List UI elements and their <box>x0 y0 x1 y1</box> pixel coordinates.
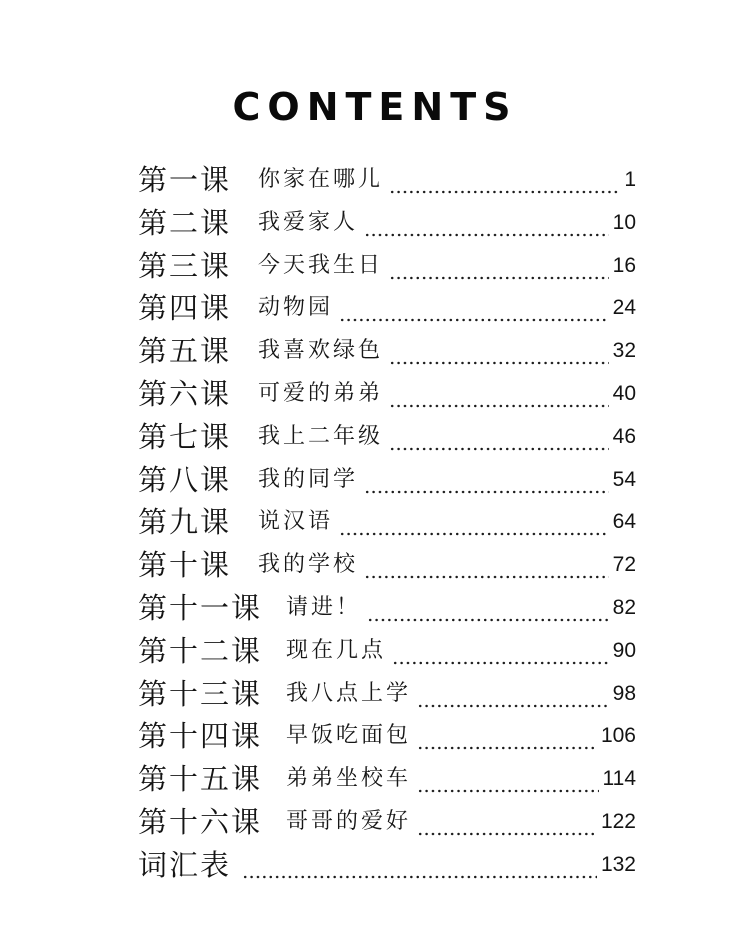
lesson-title: 我喜欢绿色 <box>258 338 384 364</box>
page-number: 54 <box>612 467 636 491</box>
toc-entry <box>138 460 636 500</box>
lesson-title: 说汉语 <box>258 509 334 535</box>
toc-entry-glossary <box>138 845 636 885</box>
lesson-title: 我爱家人 <box>258 209 359 235</box>
page-number: 1 <box>624 168 636 191</box>
dot-leader <box>389 417 609 457</box>
toc-entry <box>138 374 636 414</box>
page-number: 132 <box>600 852 636 876</box>
toc-entry <box>138 288 636 328</box>
lesson-number: 第八课 <box>138 462 232 497</box>
toc-entry <box>138 160 636 200</box>
page-number: 82 <box>612 596 636 619</box>
dot-leader <box>364 545 609 585</box>
page-number: 40 <box>612 382 636 405</box>
dot-leader <box>364 460 609 500</box>
page-number: 122 <box>600 810 636 833</box>
dot-leader <box>417 674 609 714</box>
dot-leader <box>339 288 609 328</box>
dot-leader <box>389 160 620 200</box>
lesson-number: 第十一课 <box>138 591 263 625</box>
page-number: 24 <box>612 296 636 320</box>
page-number: 10 <box>612 210 636 234</box>
lesson-title: 我的同学 <box>258 466 359 492</box>
lesson-title: 早饭吃面包 <box>286 723 412 749</box>
page-number: 46 <box>612 424 636 448</box>
lesson-title: 今天我生日 <box>258 252 384 278</box>
page-number: 16 <box>612 253 636 277</box>
page-number: 106 <box>600 724 636 748</box>
dot-leader <box>417 716 597 756</box>
lesson-number: 第二课 <box>138 205 232 240</box>
lesson-title: 弟弟坐校车 <box>286 766 412 792</box>
lesson-number: 第一课 <box>138 163 232 197</box>
toc-entry <box>138 759 636 799</box>
lesson-number: 第十课 <box>138 548 232 583</box>
page-number: 114 <box>602 767 636 791</box>
lesson-title: 可爱的弟弟 <box>258 381 384 406</box>
toc-entry <box>138 502 636 542</box>
lesson-number: 第三课 <box>138 248 232 283</box>
toc-entry <box>138 631 636 671</box>
dot-leader <box>389 374 609 414</box>
lesson-number: 第五课 <box>138 334 232 369</box>
lesson-number: 第十四课 <box>138 719 263 754</box>
toc-entry <box>138 545 636 585</box>
page-number: 90 <box>612 638 636 662</box>
lesson-number: 第十五课 <box>138 762 263 797</box>
page-number: 32 <box>612 339 636 363</box>
dot-leader <box>364 203 609 243</box>
page-title: CONTENTS <box>232 85 518 129</box>
toc-entry <box>138 203 636 243</box>
lesson-number: 第七课 <box>138 419 232 454</box>
dot-leader <box>367 588 609 628</box>
page-number: 98 <box>612 681 636 705</box>
toc-entry <box>138 716 636 756</box>
lesson-number: 第六课 <box>138 377 232 411</box>
toc-entry <box>138 802 636 842</box>
dot-leader <box>389 246 609 286</box>
lesson-title: 我的学校 <box>258 552 359 578</box>
dot-leader <box>339 502 609 542</box>
toc-entry <box>138 588 636 628</box>
dot-leader <box>392 631 609 671</box>
glossary-label: 词汇表 <box>138 847 232 882</box>
dot-leader <box>417 802 597 842</box>
dot-leader <box>389 331 609 371</box>
lesson-title: 哥哥的爱好 <box>286 809 412 834</box>
lesson-number: 第九课 <box>138 505 232 540</box>
toc-entry <box>138 417 636 457</box>
toc-entry <box>138 674 636 714</box>
page-number: 72 <box>612 553 636 577</box>
dot-leader <box>242 845 597 885</box>
dot-leader <box>417 759 599 799</box>
lesson-title: 请进！ <box>286 595 362 620</box>
lesson-number: 第四课 <box>138 291 232 326</box>
toc-entry <box>138 246 636 286</box>
lesson-title: 我上二年级 <box>258 423 384 449</box>
lesson-title: 动物园 <box>258 295 334 321</box>
lesson-number: 第十二课 <box>138 633 263 668</box>
lesson-number: 第十三课 <box>138 676 263 711</box>
lesson-title: 你家在哪儿 <box>258 167 384 192</box>
lesson-number: 第十六课 <box>138 805 263 839</box>
lesson-title: 我八点上学 <box>286 680 412 706</box>
page-number: 64 <box>612 510 636 534</box>
toc-entry <box>138 331 636 371</box>
lesson-title: 现在几点 <box>286 637 387 663</box>
